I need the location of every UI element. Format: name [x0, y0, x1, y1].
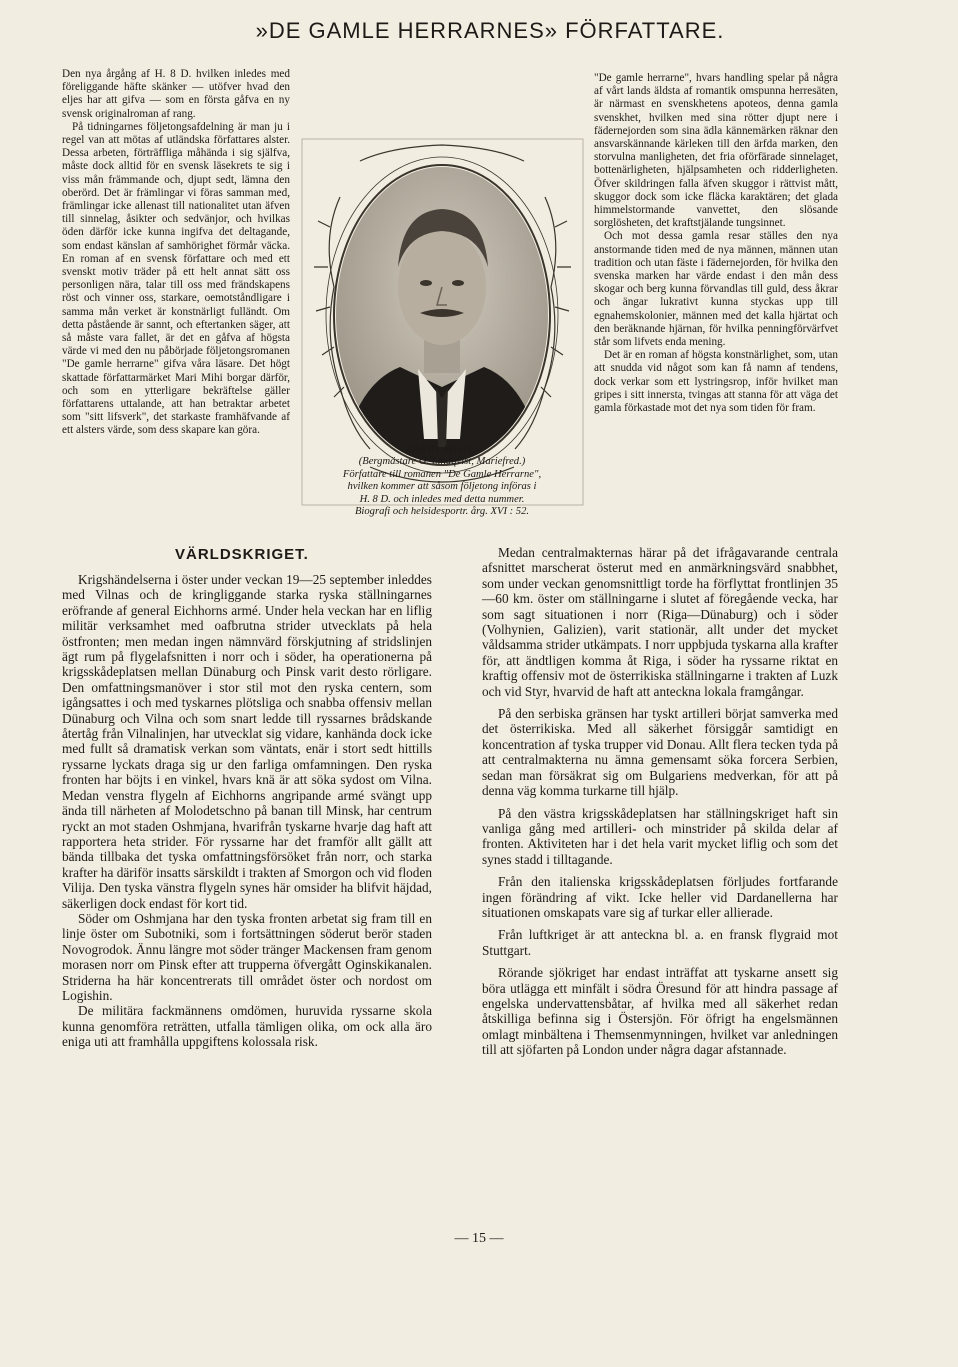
- war-column-left: [62, 572, 432, 1050]
- war-paragraph: Krigshändelserna i öster under veckan 19—25 september inleddes med Vilnas och de kringliggande starka ryska ställningarnes eröfrande af general Eichhorns armé. Under hela veckan har en liflig militär verksamhet med oafbrutna strider utvecklats på hela östfronten; men medan ingen nämnvärd förskjutning af stridslinjen ägt rum på flygelafsnitten i norr och i söder, ha operationerna på krigsskådeplatsen mellan Dünaburg och Pinsk varit desto rörligare. Den omfattningsmanöver i stor stil mot den ryska centern, som igångsattes i och med tyskarnes plötsliga och snabba offensiv mellan Dünaburg och Vilna och som snart ledde till ryssarnes brådskande återtåg från Vilnalinjen, har utvecklat sig vidare, kanhända dock icke med fullt så dramatisk verkan som väntats, enär i stort sedt hittills ryssarne lyckats draga sig ur den farliga omfamningen. Den ryska fronten har böjts i en vinkel, hvars knä är att söka sydost om Vilna. Medan venstra flygeln af Eichhorns angripande armé svängt upp ända till närheten af Molodetschno på banan till Minsk, har centrum ryckt an mot staden Oshmjana, hvarifrån tyskarne hvarje dag haft att rapportera heta strider. För ryssarne har det framför allt gällt att bända tillbaka det tyska omfattningsförsöket från norr, och starka krafter ha däriför insatts särskildt i trakten af Smorgon och vid floden Vilija. Den tyska vänstra flygeln synes här omsider ha blifvit häjdad, säkerligen dock endast för kort tid.: [62, 572, 432, 911]
- war-paragraph: Rörande sjökriget har endast inträffat att tyskarne ansett sig böra utlägga ett minfält i södra Öresund för att hindra passage af engelska undervattensbåtar, af hvilka med all säkerhet redan åtskilliga befinna sig i Östersjön. För öfrigt ha engelsmännen omlagt minbältena i Themsenmynningen, hvilket var anledningen till att sjöfarten på London under några dagar afstannade.: [482, 965, 838, 1058]
- caption-line: Biografi och helsidesportr. årg. XVI : 52.: [354, 506, 530, 518]
- war-paragraph: Medan centralmakternas härar på det ifrågavarande centrala afsnittet marscherat österut med en anmärkningsvärd snabbhet, som under veckan genomsnittligt torde ha förflyttat frontlinjen 35—60 km. öster om ställningarne i slutet af föregående vecka, har som sagt situationen i norr (Riga—Dünaburg) och i söder (Volhynien, Galizien), varit stationär, allt under det mycket våldsamma strider utkämpats. I norr uppbjuda tyskarna alla krafter för, att ändtligen komma åt Riga, i söder ha ryssarne riktat en kraftig offensiv mot de österrikiska ställningarne i trakten af Luzk och vid Styr, hvarvid de haft att anteckna lokala framgångar.: [482, 545, 838, 699]
- article-paragraph: "De gamle herrarne", hvars handling spelar på några af vårt lands äldsta af romantik omspunna herresäten, är närmast en svenskhetens apoteos, denna gamla svenskhet, hvilken med sina rötter djupt nere i fädernejorden som sina ädla kännemärken räknar den ansvarskännande kärleken till den ärfda marken, den storvulna manligheten, det fria oförfärade sinnelaget, bottenärligheten, hjälpsamheten och ridderligheten. Öfver skildringen falla äfven skuggor i rättvist mått, skuggor dock som icke fläcka karaktären; det glada himmelstormande vanvettet, den slösande sorglösheten, det kraftstjälande tungsinnet.: [594, 72, 838, 230]
- war-column-right: [482, 545, 838, 1058]
- page-header: »DE GAMLE HERRARNES» FÖRFATTARE.: [255, 18, 725, 43]
- war-paragraph: De militära fackmännens omdömen, huruvida ryssarne skola kunna genomföra reträtten, utfalla tämligen olika, om ock alla äro eniga uti att framhålla uppgiftens kolossala risk.: [62, 1003, 432, 1050]
- article-column-left: [62, 68, 290, 438]
- war-paragraph: Från den italienska krigsskådeplatsen förljudes fortfarande ingen förändring af vikt. Icke heller vid Dardanellerna har situationen omskapats vare sig af turkar eller allierade.: [482, 874, 838, 920]
- article-paragraph: På tidningarnes följetongsafdelning är man ju i regel van att mötas af utländska författares alster. Dessa arbeten, förträffliga måhända i sig själfva, måste dock alltid för en svensk läsekrets te sig i viss mån främmande och, djupt sedt, lämna den oberörd. Det är främlingar vi föras samman med, främlingar icke allenast till nationalitet utan äfven till sinnelag, åsikter och sedvänjor, och hvilkas öden därför icke kunna ingifva det deltagande, som endast känslan af samhörighet förmår väcka. En roman af en svensk författare och med ett svenskt motiv träder på ett helt annat sätt oss personligen nära, talar till oss med frändskapens röst och vinner oss, starkare, oemotståndligare i samma mån verket är konstnärligt fulländt. Om detta påstående är sannt, och eftertanken säger, att så måste vara fallet, är det en gåfva af högsta värde vi med den nu påbörjade följetongsromanen "De gamle herrarne" gifva våra läsare. Det högt skattade författarmärket Mari Mihi borgar därför, och som en ytterligare bekräftelse gäller författarens uttalande, att han betraktar arbetet som "sitt lifsverk", det starkaste framhäfvande af ett alsters värde, som dess skapare kan göra.: [62, 120, 290, 437]
- war-paragraph: Söder om Oshmjana har den tyska fronten arbetat sig fram till en linje öster om Subotniki, som i fortsättningen söderut berör staden Novogrodok. Ännu längre mot söder tränger Mackensen fram genom morasen norr om Pinsk efter att trupperna öfvergått Oginskikanalen. Striderna ha här koncentrerats till området öster och nordost om Logishin.: [62, 910, 432, 1003]
- caption-line: Författare till romanen "De Gamle Herrarne",: [342, 468, 542, 480]
- section-title: VÄRLDSKRIGET.: [175, 546, 309, 563]
- article-paragraph: Den nya årgång af H. 8 D. hvilken inledes med föreliggande häfte skänker — utöfver hvad den eljes har att gifva — som en första gåfva en ny svensk originalroman af rang.: [62, 68, 290, 120]
- war-paragraph: Från luftkriget är att anteckna bl. a. en fransk flygraid mot Stuttgart.: [482, 927, 838, 958]
- caption-name: MARI MIHI,: [408, 444, 476, 456]
- article-paragraph: Och mot dessa gamla resar ställes den nya anstormande tiden med de nya männen, männen utan tradition och utan fäste i fädernejorden, för hvilka den svenska marken har värde endast i den mån dess skogar och berg kunna förvandlas till guld, dess åkrar och ängar lukrativt kunna styckas upp till egnahemskolonier, männen med det kalla hjärtat och den beräknande hjärnan, för hvilka penningförvärfvet står som lifvets enda mening.: [594, 230, 838, 349]
- caption-line: (Bergmästare G. Lindqvist, Mariefred.): [358, 456, 526, 468]
- caption-line: hvilken kommer att såsom följetong införas i: [347, 481, 537, 493]
- page-number: — 15 —: [454, 1231, 504, 1246]
- caption-line: H. 8 D. och inledes med detta nummer.: [359, 493, 525, 505]
- article-column-right: [594, 72, 838, 415]
- war-paragraph: På den västra krigsskådeplatsen har ställningskriget haft sin vanliga gång med artilleri- och minstrider på skilda delar af fronten. Aktiviteten har i det hela varit mycket liflig och som det synes stadd i tilltagande.: [482, 805, 838, 867]
- war-paragraph: På den serbiska gränsen har tyskt artilleri börjat samverka med det österrikiska. Med all säkerhet försiggår samtidigt en koncentration af tyska trupper vid Donau. Allt flera tecken tyda på att centralmakterna nu ämna gemensamt söka forcera Serbien, sedan man försäkrat sig om Bulgariens medverkan, för att på denna väg komma turkarne till hjälp.: [482, 706, 838, 799]
- portrait-caption: [304, 444, 580, 518]
- article-paragraph: Det är en roman af högsta konstnärlighet, som, utan att snudda vid något som kan få namn af tendens, dock verkar som ett lystringsrop, inför hvilket man gripes i sitt innersta, tvingas att stanna för att väga det gamla förkastade mot det nya som tiden för fram.: [594, 349, 838, 415]
